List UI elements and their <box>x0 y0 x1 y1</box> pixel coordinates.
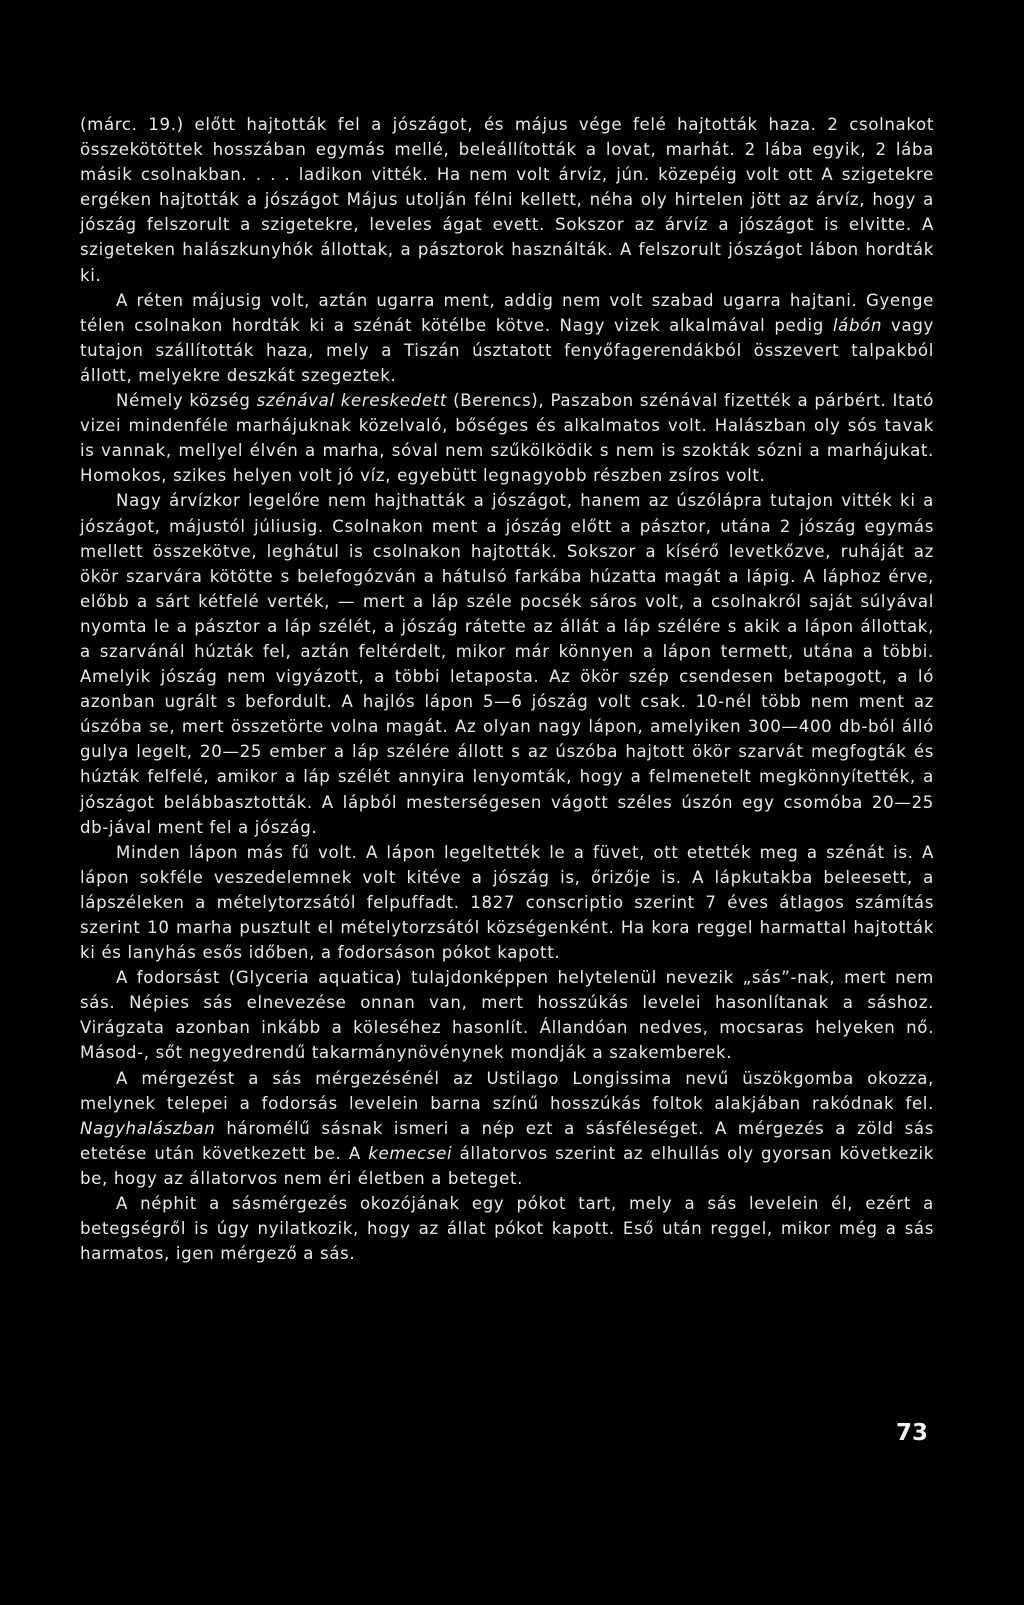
paragraph-text: A fodorsást (Glyceria aquatica) tulajdonképpen helytelenül nevezik „sás”-nak, mert nem sás. Népies sás elnevezése onnan van, mert hosszúkás levelei hasonlítanak a sáshoz. Virágzata azonban inkább a köleséhez hasonlít. Állandóan nedves, mocsaras helyeken nő. Másod-, sőt negyedrendű takarmánynövénynek mondják a szakemberek. <box>80 968 934 1063</box>
page-number: 73 <box>896 1420 929 1446</box>
paragraph-text: (márc. 19.) előtt hajtották fel a jószágot, és május vége felé hajtották haza. 2 csolnakot összekötöttek hosszában egymás mellé, beleállították a lovat, marhát. 2 lába egyik, 2 lába másik csolnakban. . . . ladikon vitték. Ha nem volt árvíz, jún. közepéig volt ott A szigetekre ergéken hajtották a jószágot Május utolján félni kellett, néha oly hirtelen jött az árvíz, hogy a jószág felszorult a szigetekre, leveles ágat evett. Sokszor az árvíz a jószágot is elvitte. A szigeteken halászkunyhók állottak, a pásztorok használták. A felszorult jószágot lábon hordták ki. <box>80 115 934 285</box>
page-body <box>80 112 934 1266</box>
paragraph-text: Nagy árvízkor legelőre nem hajthatták a jószágot, hanem az úszólápra tutajon vitték ki a jószágot, májustól júliusig. Csolnakon ment a jószág előtt a pásztor, utána 2 jószág egymás mellett összekötve, leghátul is csolnakon hajtották. Sokszor a kísérő levetkőzve, ruháját az ökör szarvára kötötte s belefogózván a hátulsó farkába húzatta magát a lápig. A láphoz érve, előbb a sárt kétfelé verték, — mert a láp széle pocsék sáros volt, a csolnakról saját súlyával nyomta le a pásztor a láp szélét, a jószág rátette az állát a láp szélére s akik a lápon állottak, a szarvánál húzták fel, aztán feltérdelt, mikor már könnyen a lápon termett, utána a többi. Amelyik jószág nem vigyázott, a többi letaposta. Az ökör szép csendesen betapogott, a ló azonban ugrált s befordult. A hajlós lápon 5—6 jószág volt csak. 10-nél több nem ment az úszóba se, mert összetörte volna magát. Az olyan nagy lápon, amelyiken 300—400 db-ból álló gulya legelt, 20—25 ember a láp szélére állott s az úszóba hajtott ökör szarvát megfogták és húzták felfelé, amikor a láp szélét annyira lenyomták, hogy a felmenetelt megkönnyítették, a jószágot belábbasztották. A lápból mesterségesen vágott széles úszón egy csomóba 20—25 db-jával ment fel a jószág. <box>80 491 934 837</box>
paragraph-text: Némely község <box>116 391 257 411</box>
paragraph <box>80 288 934 388</box>
italic-text: kemecsei <box>368 1143 453 1163</box>
paragraph-text: A mérgezést a sás mérgezésénél az Ustilago Longissima nevű üszökgomba okozza, melynek telepei a fodorsás levelein barna színű hosszúkás foltok alakjában rakódnak fel. <box>80 1068 934 1113</box>
italic-text: szénával kereskedett <box>256 391 448 411</box>
paragraph-text: vagy tutajon szállították haza, mely a Tiszán úsztatott fenyőfagerendákból összevert talpakból állott, melyekre deszkát szegeztek. <box>80 315 934 385</box>
italic-text: Nagyhalászban <box>80 1118 216 1138</box>
paragraph-text: háromélű sásnak ismeri a nép ezt a sásféleséget. A mérgezés a zöld sás etetése után következett be. A <box>80 1118 934 1163</box>
paragraph-text: Minden lápon más fű volt. A lápon legeltették le a füvet, ott etették meg a szénát is. A lápon sokféle veszedelemnek volt kitéve a jószág is, őrizője is. A lápkutakba beleesett, a lápszéleken a mételytorzsától felpuffadt. 1827 conscriptio szerint 7 éves átlagos számítás szerint 10 marha pusztult el mételytorzsától községenként. Ha kora reggel harmattal hajtották ki és lanyhás esős időben, a fodorsáson pókot kapott. <box>80 842 934 963</box>
paragraph <box>80 1066 934 1191</box>
paragraph <box>80 1191 934 1266</box>
paragraph <box>80 840 934 965</box>
italic-text: lábón <box>832 315 883 335</box>
paragraph-text: állatorvos szerint az elhullás oly gyorsan következik be, hogy az állatorvos nem éri életben a beteget. <box>80 1143 934 1188</box>
paragraph <box>80 965 934 1065</box>
paragraph <box>80 388 934 488</box>
paragraph-text: A réten májusig volt, aztán ugarra ment, addig nem volt szabad ugarra hajtani. Gyenge télen csolnakon hordták ki a szénát kötélbe kötve. Nagy vizek alkalmával pedig <box>80 290 934 335</box>
paragraph <box>80 112 934 288</box>
paragraph-text: (Berencs), Paszabon szénával fizették a párbért. Itató vizei mindenféle marhájuknak közelvaló, bőséges és alkalmatos volt. Halászban oly sós tavak is vannak, mellyel élvén a marha, sóval nem szűkölködik s nem is szokták sózni a marhájukat. Homokos, szikes helyen volt jó víz, egyebütt legnagyobb részben zsíros volt. <box>80 391 934 486</box>
paragraph <box>80 488 934 839</box>
paragraph-text: A néphit a sásmérgezés okozójának egy pókot tart, mely a sás levelein él, ezért a betegségről is úgy nyilatkozik, hogy az állat pókot kapott. Eső után reggel, mikor még a sás harmatos, igen mérgező a sás. <box>80 1194 934 1264</box>
